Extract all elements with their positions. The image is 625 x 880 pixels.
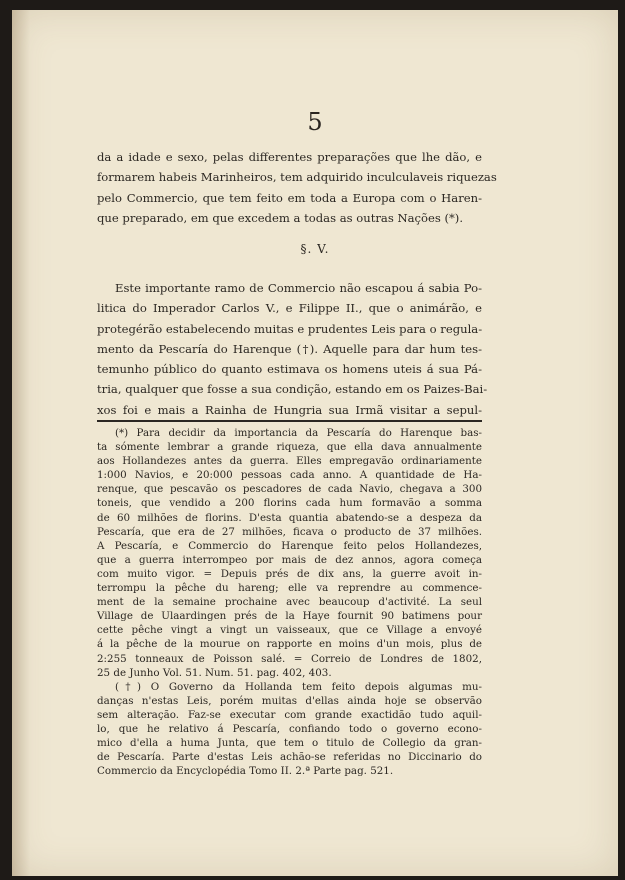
footnote-line: Pescaría, que era de 27 milhões, ficava o producto de 37 milhões. <box>97 525 482 538</box>
paragraph-1 <box>97 147 497 228</box>
footnotes <box>97 426 482 778</box>
footnote-line: mico d'ella a huma Junta, que tem o titulo de Collegio da gran- <box>97 737 482 750</box>
footnote-line: de 60 milhões de florins. D'esta quantia abatendo-se a despeza da <box>97 511 482 524</box>
footnote-line: 2:255 tonneaux de Poisson salé. = Correio de Londres de 1802, <box>97 652 482 665</box>
text-line: temunho público do quanto estimava os homens uteis á sua Pá- <box>97 362 482 377</box>
paragraph-2 <box>97 278 488 420</box>
footnote-line: terrompu la pêche du hareng; elle va reprendre au commence- <box>97 582 482 595</box>
footnote-line: 1:000 Navios, e 20:000 pessoas cada anno. A quantidade de Ha- <box>97 469 482 482</box>
section-heading: §. V. <box>300 242 330 256</box>
page-binding-shadow <box>12 10 30 876</box>
text-line: que preparado, em que excedem a todas as outras Nações (*). <box>97 210 464 225</box>
text-line: mento da Pescaría do Harenque (†). Aquelle para dar hum tes- <box>97 341 482 356</box>
footnote-line: renque, que pescavão os pescadores de cada Navio, chegava a 300 <box>97 483 482 496</box>
footnote-line: toneis, que vendido a 200 florins cada hum formavão a somma <box>97 497 482 510</box>
text-line: xos foi e mais a Rainha de Hungria sua Irmã visitar a sepul- <box>97 402 482 417</box>
text-line: Este importante ramo de Commercio não escapou á sabia Po- <box>115 281 482 295</box>
book-page <box>12 10 618 876</box>
text-line: da a idade e sexo, pelas differentes preparações que lhe dão, e <box>97 150 482 164</box>
footnote-2 <box>97 680 482 779</box>
text-line: protegérão estabelecendo muitas e prudentes Leis para o regula- <box>97 321 483 336</box>
text-line: litica do Imperador Carlos V., e Filippe II., que o animárão, e <box>97 301 482 316</box>
footnote-line: 25 de Junho Vol. 51. Num. 51. pag. 402, 403. <box>97 666 332 679</box>
footnote-line: (†) O Governo da Hollanda tem feito depois algumas mu- <box>115 680 482 693</box>
footnote-line: sem alteração. Faz-se executar com grande exactidão tudo aquil- <box>97 708 482 721</box>
footnote-line: A Pescaría, e Commercio do Harenque feito pelos Hollandezes, <box>97 539 482 552</box>
footnote-line: ta sómente lembrar a grande riqueza, que ella dava annualmente <box>97 441 482 454</box>
footnote-1 <box>97 426 482 680</box>
footnote-line: aos Hollandezes antes da guerra. Elles empregavão ordinariamente <box>97 455 482 468</box>
text-line: tria, qualquer que fosse a sua condição, estando em os Paizes-Bai- <box>97 382 488 397</box>
footnote-line: lo, que he relativo á Pescaría, confiando todo o governo econo- <box>97 722 482 735</box>
text-line: pelo Commercio, que tem feito em toda a Europa com o Haren- <box>97 190 482 205</box>
footnote-rule <box>97 420 482 422</box>
footnote-line: (*) Para decidir da importancia da Pescaría do Harenque bas- <box>115 427 482 439</box>
footnote-line: que a guerra interrompeo por mais de dez annos, agora começa <box>97 553 482 566</box>
footnote-line: ment de la semaine prochaine avec beaucoup d'activité. La seul <box>97 596 482 609</box>
footnote-line: Village de Ulaardingen prés de la Haye fournit 90 batimens pour <box>97 610 482 623</box>
text-line: formarem habeis Marinheiros, tem adquirido inculculaveis riquezas <box>97 170 497 185</box>
page-number: 5 <box>307 108 323 136</box>
footnote-line: com muito vigor. = Depuis prés de dix ans, la guerre avoit in- <box>97 567 482 580</box>
footnote-line: á la pêche de la mourue on rapporte en moins d'un mois, plus de <box>97 638 482 651</box>
footnote-line: de Pescaría. Parte d'estas Leis achão-se referidas no Diccinario do <box>97 751 482 764</box>
footnote-line: danças n'estas Leis, porém muitas d'ellas ainda hoje se observão <box>97 694 482 707</box>
footnote-line: cette pêche vingt a vingt un vaisseaux, que ce Village a envoyé <box>97 624 482 637</box>
footnote-line: Commercio da Encyclopédia Tomo II. 2.ª Parte pag. 521. <box>97 765 394 778</box>
